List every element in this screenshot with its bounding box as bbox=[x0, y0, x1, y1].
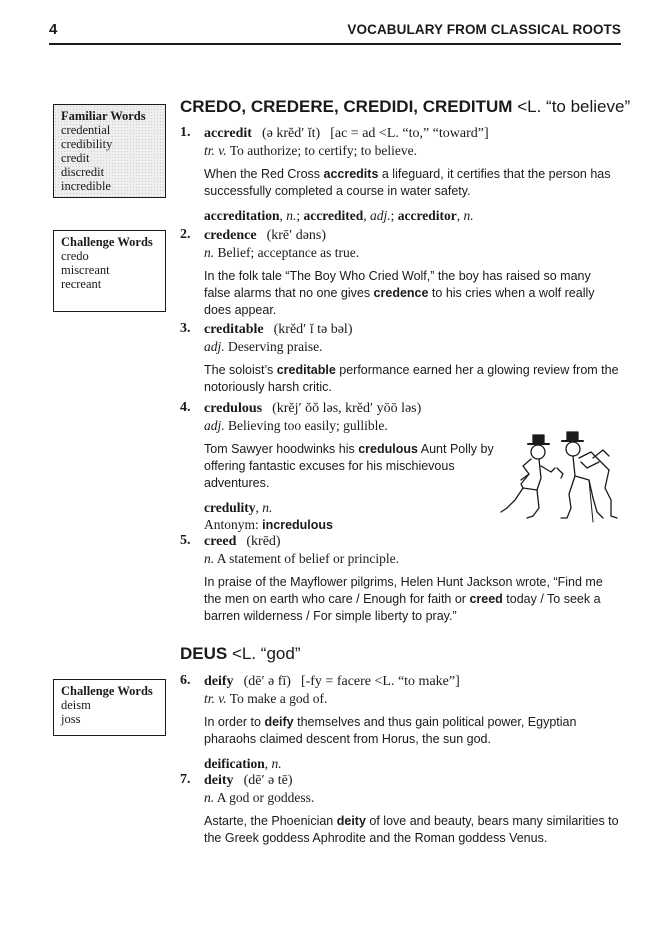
part-of-speech: n. bbox=[204, 245, 215, 260]
example-sentence: The soloist’s creditable performance earned her a glowing review from the notoriously harsh critic. bbox=[204, 363, 619, 394]
definition: A statement of belief or principle. bbox=[216, 551, 399, 566]
example-keyword: accredits bbox=[323, 167, 379, 181]
headword: deify bbox=[204, 674, 234, 689]
example-sentence: When the Red Cross accredits a lifeguard, it certifies that the person has successfully completed a course in water safety. bbox=[204, 167, 611, 198]
entry-number: 7. bbox=[180, 772, 191, 787]
entry-creed bbox=[180, 533, 620, 625]
pronunciation: (krĕd′ ĭ tə bəl) bbox=[273, 322, 353, 337]
entry-deify bbox=[180, 673, 620, 772]
box-item: joss bbox=[61, 712, 81, 726]
derivatives: accreditation, n.; accredited, adj.; accreditor, n. bbox=[204, 208, 474, 223]
part-of-speech: adj. bbox=[204, 418, 225, 433]
definition: A god or goddess. bbox=[216, 790, 315, 805]
root-origin: <L. “god” bbox=[231, 644, 301, 663]
example-keyword: deify bbox=[264, 715, 294, 729]
running-head: VOCABULARY FROM CLASSICAL ROOTS bbox=[347, 22, 621, 37]
definition: To authorize; to certify; to believe. bbox=[229, 143, 417, 158]
entry-number: 3. bbox=[180, 321, 191, 336]
box-item: recreant bbox=[61, 277, 102, 291]
box-item: credibility bbox=[61, 137, 113, 151]
antonym-word: incredulous bbox=[262, 518, 333, 532]
box-item: discredit bbox=[61, 165, 105, 179]
root-word: DEUS bbox=[180, 644, 228, 663]
definition: To make a god of. bbox=[229, 691, 328, 706]
pronunciation: (krĕj′ ŏŏ ləs, krĕd′ yōō ləs) bbox=[272, 401, 422, 416]
entry-creditable bbox=[180, 321, 620, 396]
example-keyword: credence bbox=[373, 286, 429, 300]
part-of-speech: tr. v. bbox=[204, 143, 227, 158]
example-keyword: creditable bbox=[276, 363, 336, 377]
example-sentence: Tom Sawyer hoodwinks his credulous Aunt Polly by offering fantastic excuses for his mischievous adventures. bbox=[204, 442, 494, 490]
part-of-speech: n. bbox=[204, 790, 215, 805]
pronunciation: (ə krĕd′ ĭt) bbox=[261, 126, 321, 141]
definition: Belief; acceptance as true. bbox=[217, 245, 360, 260]
section-heading bbox=[180, 97, 630, 117]
section-heading bbox=[180, 644, 300, 664]
example-keyword: credulous bbox=[358, 442, 418, 456]
box-title: Familiar Words bbox=[61, 109, 146, 123]
page-header bbox=[49, 21, 621, 43]
headword: credulous bbox=[204, 401, 263, 416]
entry-number: 4. bbox=[180, 400, 191, 415]
challenge-words-box bbox=[53, 230, 166, 312]
pronunciation: (dē′ ə fī) bbox=[243, 674, 291, 689]
example-sentence: In order to deify themselves and thus gain political power, Egyptian pharaohs claimed descent from Horus, the sun god. bbox=[204, 715, 577, 746]
example-keyword: creed bbox=[469, 592, 503, 606]
aunt-polly-illustration bbox=[493, 428, 621, 524]
headword: creed bbox=[204, 534, 237, 549]
box-item: miscreant bbox=[61, 263, 110, 277]
example-sentence: In praise of the Mayflower pilgrims, Helen Hunt Jackson wrote, “Find me the men on earth who care / Enough for faith or creed today / To seek a barren wilderness / For simple liberty to pray.” bbox=[204, 575, 603, 623]
challenge-words-box bbox=[53, 679, 166, 736]
root-word: CREDO, CREDERE, CREDIDI, CREDITUM bbox=[180, 97, 513, 116]
headword: credence bbox=[204, 228, 257, 243]
headword: deity bbox=[204, 773, 234, 788]
derivatives: deification, n. bbox=[204, 756, 282, 771]
entry-number: 6. bbox=[180, 673, 191, 688]
part-of-speech: tr. v. bbox=[204, 691, 227, 706]
page-number: 4 bbox=[49, 21, 58, 38]
header-rule bbox=[49, 43, 621, 45]
part-of-speech: adj. bbox=[204, 339, 225, 354]
example-keyword: deity bbox=[336, 814, 366, 828]
entry-number: 1. bbox=[180, 125, 191, 140]
headword: accredit bbox=[204, 126, 252, 141]
pronunciation: (krēd) bbox=[246, 534, 281, 549]
familiar-words-box bbox=[53, 104, 166, 198]
example-sentence: Astarte, the Phoenician deity of love and beauty, bears many similarities to the Greek goddess Aphrodite and the Roman goddess Venus. bbox=[204, 814, 619, 845]
pronunciation: (krē′ dəns) bbox=[266, 228, 327, 243]
etymology: [ac = ad <L. “to,” “toward”] bbox=[330, 126, 489, 141]
example-sentence: In the folk tale “The Boy Who Cried Wolf,” the boy has raised so many false alarms that no one gives credence to his cries when a wolf really does appear. bbox=[204, 269, 595, 317]
entry-number: 5. bbox=[180, 533, 191, 548]
etymology: [-fy = facere <L. “to make”] bbox=[300, 674, 460, 689]
entry-deity bbox=[180, 772, 620, 847]
entry-accredit bbox=[180, 125, 620, 224]
root-origin: <L. “to believe” bbox=[517, 97, 631, 116]
box-item: credential bbox=[61, 123, 111, 137]
pronunciation: (dē′ ə tē) bbox=[243, 773, 293, 788]
part-of-speech: n. bbox=[204, 551, 215, 566]
box-title: Challenge Words bbox=[61, 235, 153, 249]
entry-credence bbox=[180, 227, 620, 319]
definition: Believing too easily; gullible. bbox=[228, 418, 388, 433]
box-title: Challenge Words bbox=[61, 684, 153, 698]
box-item: deism bbox=[61, 698, 91, 712]
box-item: incredible bbox=[61, 179, 111, 193]
definition: Deserving praise. bbox=[228, 339, 323, 354]
entry-number: 2. bbox=[180, 227, 191, 242]
box-item: credo bbox=[61, 249, 89, 263]
box-item: credit bbox=[61, 151, 90, 165]
derivatives: credulity, n. bbox=[204, 500, 273, 515]
headword: creditable bbox=[204, 322, 264, 337]
antonym: Antonym: incredulous bbox=[204, 517, 333, 532]
